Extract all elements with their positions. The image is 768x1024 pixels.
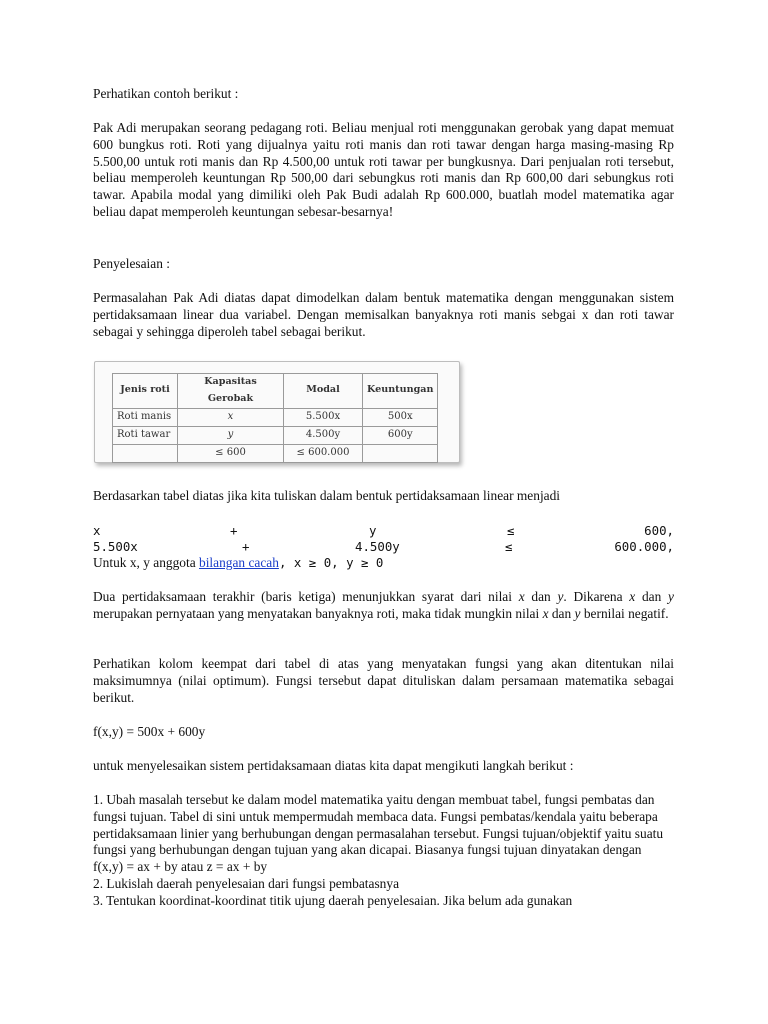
table-row (113, 408, 438, 426)
ineq2-term: 4.500y (355, 539, 400, 554)
inequality-2 (93, 538, 674, 555)
explain-text: Dua pertidaksamaan terakhir (baris ketiga) menunjukkan syarat dari nilai (93, 589, 519, 604)
ineq1-operator: + (230, 523, 238, 538)
problem-paragraph: Pak Adi merupakan seorang pedagang roti. Beliau menjual roti menggunakan gerobak yang dapat memuat 600 bungkus roti. Roti yang dijualnya yaitu roti manis dan roti tawar dengan harga masing-masing Rp 5.500,00 untuk roti manis dan Rp 4.500,00 untuk roti tawar per bungkusnya. Dari penjualan roti tersebut, beliau memperoleh keuntungan Rp 500,00 dari sebungkus roti manis dan Rp 600,00 dari sebungkus roti tawar. Apabila modal yang dimiliki oleh Pak Budi adalah Rp 600.000, buatlah model matematika agar beliau dapat memperoleh keuntungan sebesar-besarnya! (93, 120, 674, 219)
explain-text: dan (548, 605, 575, 621)
header-modal: Modal (284, 374, 363, 409)
table-cell: 500x (363, 408, 438, 426)
ineq2-term: 5.500x (93, 539, 138, 554)
header-keuntungan: Keuntungan (363, 374, 438, 409)
table-cell: Roti tawar (113, 426, 178, 444)
objective-function: f(x,y) = 500x + 600y (93, 724, 206, 739)
ineq2-operator: ≤ (505, 539, 513, 554)
data-table-image (94, 361, 460, 463)
var-x: x (518, 589, 525, 604)
table-row (113, 426, 438, 444)
table-cell: 5.500x (284, 408, 363, 426)
ineq1-term: x (93, 523, 101, 538)
domain-conditions: , x ≥ 0, y ≥ 0 (278, 555, 384, 570)
table-cell: ≤ 600 (178, 444, 284, 462)
ineq2-term: 600.000, (614, 539, 674, 554)
explain-text: dan (635, 589, 669, 604)
ineq1-term: 600, (644, 523, 674, 538)
step-item: 2. Lukislah daerah penyelesaian dari fungsi pembatasnya (93, 875, 400, 891)
explain-text: bernilai negatif. (580, 605, 669, 621)
inequality-1 (93, 522, 674, 539)
objective-intro-paragraph: Perhatikan kolom keempat dari tabel di atas yang menyatakan fungsi yang akan ditentukan nilai maksimumnya (nilai optimum). Fungsi tersebut dapat dituliskan dalam persamaan matematika sebagai berikut. (93, 656, 674, 705)
table-header-row (113, 374, 438, 409)
step-item: 3. Tentukan koordinat-koordinat titik ujung daerah penyelesaian. Jika belum ada gunakan (93, 892, 573, 908)
solution-intro-paragraph: Permasalahan Pak Adi diatas dapat dimodelkan dalam bentuk matematika dengan menggunakan sistem pertidaksamaan linear dua variabel. Dengan memisalkan banyaknya roti manis sebgai x dan roti tawar sebagai y sehingga diperoleh tabel sebagai berikut. (93, 290, 674, 339)
var-x: x (542, 605, 549, 621)
table-cell: 600y (363, 426, 438, 444)
header-jenis-roti: Jenis roti (113, 374, 178, 409)
intro-text: Perhatikan contoh berikut : (93, 86, 239, 101)
domain-line (93, 555, 674, 572)
table-cell (113, 444, 178, 462)
var-y: y (574, 605, 581, 621)
domain-prefix: Untuk x, y anggota (93, 555, 199, 570)
var-y: y (557, 589, 564, 604)
step-item: 1. Ubah masalah tersebut ke dalam model matematika yaitu dengan membuat tabel, fungsi pembatas dan fungsi tujuan. Tabel di sini untuk mempermudah membaca data. Fungsi pembatas/kendala yaitu beberapa pertidaksamaan linier yang berhubungan dengan permasalahan tersebut. Fungsi tujuan/objektif yaitu suatu fungsi yang berhubungan dengan tujuan yang akan dicapai. Biasanya fungsi tujuan dinyatakan dengan f(x,y) = ax + by atau z = ax + by (93, 792, 664, 875)
table-row (113, 444, 438, 462)
table-cell: x (178, 408, 284, 426)
data-table (112, 373, 438, 463)
bilangan-cacah-link[interactable]: bilangan cacah (199, 555, 279, 570)
explain-text: . Dikarena (563, 589, 630, 604)
var-y: y (668, 589, 674, 604)
solution-heading: Penyelesaian : (93, 256, 170, 271)
explain-text: dan (524, 589, 558, 604)
ineq2-operator: + (242, 539, 250, 554)
header-kapasitas: Kapasitas Gerobak (178, 374, 284, 409)
steps-intro: untuk menyelesaikan sistem pertidaksamaan diatas kita dapat mengikuti langkah berikut : (93, 758, 574, 773)
explain-text: merupakan pernyataan yang menyatakan banyaknya roti, maka tidak mungkin nilai (93, 605, 543, 621)
explain-paragraph (93, 589, 674, 623)
steps-list (93, 792, 674, 910)
ineq1-operator: ≤ (507, 523, 515, 538)
table-cell: ≤ 600.000 (284, 444, 363, 462)
table-cell (363, 444, 438, 462)
table-cell: Roti manis (113, 408, 178, 426)
table-cell: 4.500y (284, 426, 363, 444)
table-cell: y (178, 426, 284, 444)
after-table-text: Berdasarkan tabel diatas jika kita tuliskan dalam bentuk pertidaksamaan linear menjadi (93, 488, 561, 503)
ineq1-term: y (369, 523, 377, 538)
var-x: x (629, 589, 636, 604)
